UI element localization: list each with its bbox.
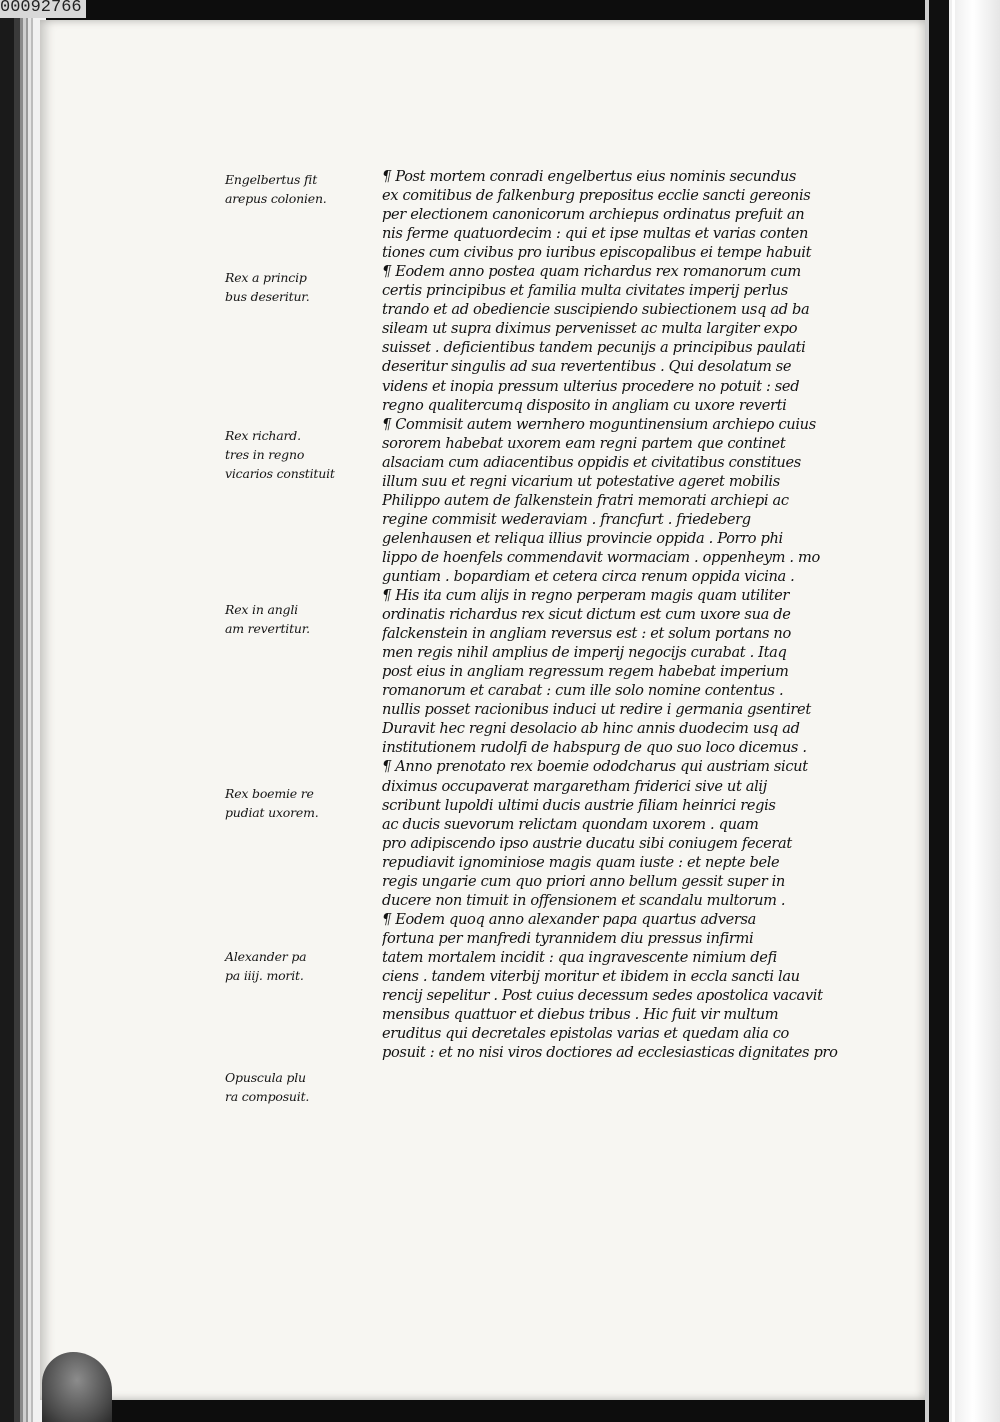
text-line: videns et inopia pressum ulterius procedere no potuit : sed: [382, 377, 800, 395]
marginal-note-line: Alexander pa: [225, 949, 307, 964]
text-line: falckenstein in angliam reversus est : et solum portans no: [382, 625, 791, 643]
marginal-note: [225, 426, 365, 483]
text-line: illum suu et regni vicarium ut potestative ageret mobilis: [382, 472, 780, 490]
text-line: mensibus quattuor et diebus tribus . Hic fuit vir multum: [382, 1006, 779, 1024]
text-line: certis principibus et familia multa civitates imperij perlus: [382, 282, 788, 300]
marginal-note-line: pudiat uxorem.: [225, 805, 319, 820]
text-line: gelenhausen et reliqua illius provincie oppida . Porro phi: [382, 529, 783, 547]
text-line: ex comitibus de falkenburg prepositus ecclie sancti gereonis: [382, 187, 811, 205]
text-line: men regis nihil amplius de imperij negocijs curabat . Itaq: [382, 644, 787, 662]
marginal-note-line: am revertitur.: [225, 621, 310, 636]
text-line: tiones cum civibus pro iuribus episcopalibus ei tempe habuit: [382, 244, 812, 262]
text-line: regno qualitercumq disposito in angliam cu uxore reverti: [382, 396, 787, 414]
text-line: ordinatis richardus rex sicut dictum est cum uxore sua de: [382, 606, 791, 624]
marginal-note: [225, 947, 365, 985]
text-line: ¶ Eodem anno postea quam richardus rex romanorum cum: [382, 263, 801, 281]
text-line: posuit : et no nisi viros doctiores ad ecclesiasticas dignitates pro: [382, 1044, 838, 1062]
marginal-note: [225, 170, 365, 208]
marginal-note-line: Rex in angli: [225, 602, 298, 617]
main-text-block: [382, 167, 902, 1062]
marginal-note-line: Rex a princip: [225, 270, 307, 285]
text-line: ¶ Commisit autem wernhero moguntinensium archiepo cuius: [382, 415, 816, 433]
marginal-note-line: Rex boemie re: [225, 786, 314, 801]
text-line: alsaciam cum adiacentibus oppidis et civitatibus constitues: [382, 453, 801, 471]
marginal-note-line: Engelbertus fit: [225, 172, 318, 187]
marginal-note-line: arepus colonien.: [225, 191, 327, 206]
text-line: post eius in angliam regressum regem habebat imperium: [382, 663, 789, 681]
marginal-note: [225, 1068, 365, 1106]
text-line: institutionem rudolfi de habspurg de quo suo loco dicemus .: [382, 739, 807, 757]
text-line: ¶ His ita cum alijs in regno perperam magis quam utiliter: [382, 587, 790, 605]
text-line: lippo de hoenfels commendavit wormaciam . oppenheym . mo: [382, 548, 820, 566]
marginal-note: [225, 268, 365, 306]
text-line: scribunt lupoldi ultimi ducis austrie filiam heinrici regis: [382, 796, 776, 814]
binding-edge: [925, 0, 1000, 1422]
marginal-note-line: ra composuit.: [225, 1089, 310, 1104]
text-line: regine commisit wederaviam . francfurt . friedeberg: [382, 510, 751, 528]
text-line: eruditus qui decretales epistolas varias et quedam alia co: [382, 1025, 789, 1043]
text-line: regis ungarie cum quo priori anno bellum gessit super in: [382, 872, 785, 890]
text-line: nis ferme quatuordecim : qui et ipse multas et varias conten: [382, 225, 809, 243]
text-line: ¶ Anno prenotato rex boemie ododcharus qui austriam sicut: [382, 758, 808, 776]
text-line: pro adipiscendo ipso austrie ducatu sibi coniugem fecerat: [382, 834, 792, 852]
text-line: sileam ut supra diximus pervenisset ac multa largiter expo: [382, 320, 798, 338]
text-line: ¶ Post mortem conradi engelbertus eius nominis secundus: [382, 168, 797, 185]
marginal-note-line: bus deseritur.: [225, 289, 310, 304]
marginal-note-line: pa iiij. morit.: [225, 968, 304, 983]
text-line: ¶ Eodem quoq anno alexander papa quartus adversa: [382, 910, 757, 928]
text-line: diximus occupaverat margaretham friderici sive ut alij: [382, 777, 767, 795]
text-line: per electionem canonicorum archiepus ordinatus prefuit an: [382, 206, 805, 224]
text-line: guntiam . bopardiam et cetera circa renum oppida vicina .: [382, 567, 795, 585]
text-line: nullis posset racionibus induci ut redire i germania gsentiret: [382, 701, 811, 719]
text-line: Philippo autem de falkenstein fratri memorati archiepi ac: [382, 491, 789, 509]
marginal-note-line: tres in regno: [225, 447, 305, 462]
text-line: ducere non timuit in offensionem et scandalu multorum .: [382, 891, 786, 909]
marginal-note: [225, 784, 365, 822]
marginal-note-line: Opuscula plu: [225, 1070, 306, 1085]
text-line: fortuna per manfredi tyrannidem diu pressus infirmi: [382, 929, 754, 947]
text-line: tatem mortalem incidit : qua ingravescente nimium defi: [382, 948, 777, 966]
text-line: ciens . tandem viterbij moritur et ibidem in eccla sancti lau: [382, 967, 800, 985]
marginal-note-line: Rex richard.: [225, 428, 301, 443]
text-line: rencij sepelitur . Post cuius decessum sedes apostolica vacavit: [382, 987, 823, 1005]
text-line: suisset . deficientibus tandem pecunijs a principibus paulati: [382, 339, 806, 357]
text-line: repudiavit ignominiose magis quam iuste : et nepte bele: [382, 853, 780, 871]
marginal-note-line: vicarios constituit: [225, 466, 335, 481]
text-line: trando et ad obediencie suscipiendo subiectionem usq ad ba: [382, 301, 810, 319]
text-line: Duravit hec regni desolacio ab hinc annis duodecim usq ad: [382, 720, 800, 738]
folio-id: 00092766: [0, 0, 86, 18]
marginal-note: [225, 600, 365, 638]
text-line: deseritur singulis ad sua revertentibus . Qui desolatum se: [382, 358, 792, 376]
text-line: sororem habebat uxorem eam regni partem que continet: [382, 434, 786, 452]
text-line: romanorum et carabat : cum ille solo nomine contentus .: [382, 682, 784, 700]
text-line: ac ducis suevorum relictam quondam uxorem . quam: [382, 815, 759, 833]
